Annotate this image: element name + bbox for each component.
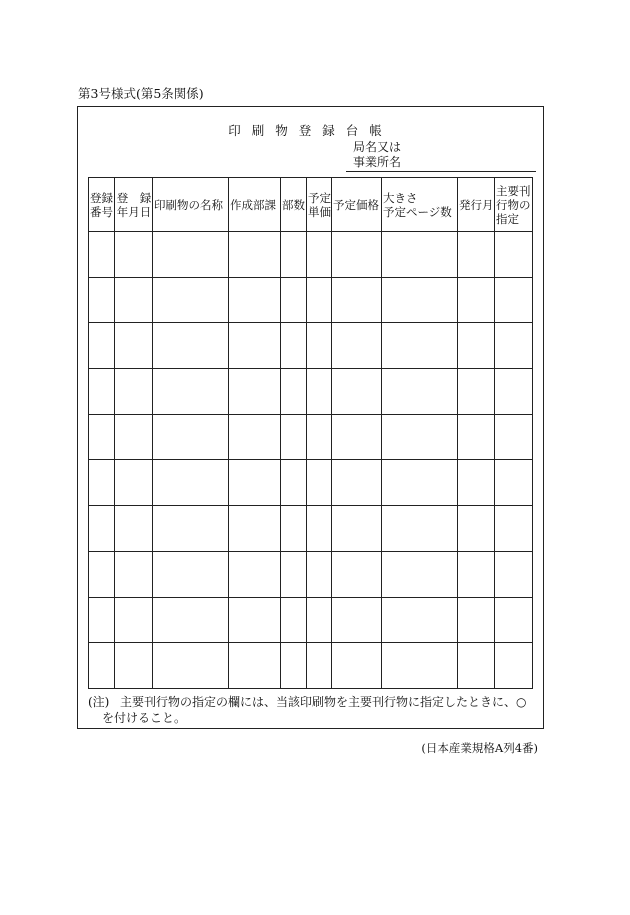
table-cell[interactable] (458, 232, 495, 278)
column-header (458, 178, 495, 232)
column-header-line1: 主要刊 (496, 183, 531, 198)
table-cell[interactable] (89, 414, 115, 460)
office-underline (346, 171, 536, 172)
table-cell[interactable] (281, 232, 307, 278)
office-label-line1: 局名又は (353, 140, 402, 154)
table-cell[interactable] (307, 369, 332, 415)
table-cell[interactable] (382, 597, 458, 643)
footnote-mark: (注) (88, 695, 110, 709)
table-cell[interactable] (153, 414, 229, 460)
column-header (495, 178, 533, 232)
column-header (229, 178, 281, 232)
column-header-line2: 番号 (90, 204, 113, 219)
table-cell[interactable] (153, 277, 229, 323)
table-cell[interactable] (281, 597, 307, 643)
table-cell[interactable] (153, 551, 229, 597)
office-field (353, 140, 401, 170)
table-cell[interactable] (153, 506, 229, 552)
table-cell[interactable] (382, 414, 458, 460)
table-cell[interactable] (229, 597, 281, 643)
table-cell[interactable] (332, 369, 382, 415)
table-cell[interactable] (229, 506, 281, 552)
column-header-line1: 登録 (90, 190, 113, 205)
table-row (89, 551, 533, 597)
table-cell[interactable] (458, 369, 495, 415)
table-cell[interactable] (153, 643, 229, 689)
table-cell[interactable] (307, 506, 332, 552)
table-cell[interactable] (115, 414, 153, 460)
table-cell[interactable] (115, 506, 153, 552)
table-row (89, 369, 533, 415)
table-row (89, 643, 533, 689)
table-cell[interactable] (495, 414, 533, 460)
column-header-line1: 予定価格 (333, 197, 379, 212)
column-header-line1: 大きさ (383, 190, 418, 205)
column-header-line1: 印刷物の名称 (154, 197, 223, 212)
table-row (89, 323, 533, 369)
column-header (89, 178, 115, 232)
table-cell[interactable] (382, 277, 458, 323)
table-cell[interactable] (153, 232, 229, 278)
table-cell[interactable] (89, 506, 115, 552)
table-cell[interactable] (281, 369, 307, 415)
column-header (115, 178, 153, 232)
form-title: 印刷物登録台帳 (228, 123, 393, 138)
table-cell[interactable] (458, 414, 495, 460)
table-cell[interactable] (89, 232, 115, 278)
table-cell[interactable] (115, 232, 153, 278)
table-cell[interactable] (89, 643, 115, 689)
table-cell[interactable] (229, 369, 281, 415)
column-header (307, 178, 332, 232)
table-cell[interactable] (382, 323, 458, 369)
table-cell[interactable] (332, 414, 382, 460)
table-cell[interactable] (332, 323, 382, 369)
table-cell[interactable] (307, 551, 332, 597)
column-header-line2: 行物の (496, 197, 531, 212)
table-cell[interactable] (332, 460, 382, 506)
table-row (89, 597, 533, 643)
table-cell[interactable] (229, 551, 281, 597)
table-cell[interactable] (307, 597, 332, 643)
table-cell[interactable] (495, 506, 533, 552)
table-cell[interactable] (115, 323, 153, 369)
table-cell[interactable] (458, 277, 495, 323)
table-cell[interactable] (307, 323, 332, 369)
table-cell[interactable] (307, 277, 332, 323)
column-header-line1: 発行月 (459, 197, 494, 212)
table-body (89, 232, 533, 689)
column-header (382, 178, 458, 232)
table-cell[interactable] (153, 323, 229, 369)
office-label-line2: 事業所名 (353, 155, 402, 169)
table-cell[interactable] (307, 460, 332, 506)
table-cell[interactable] (89, 551, 115, 597)
table-cell[interactable] (153, 597, 229, 643)
column-header-line3: 指定 (496, 211, 519, 226)
table-cell[interactable] (89, 323, 115, 369)
table-cell[interactable] (89, 597, 115, 643)
column-header (153, 178, 229, 232)
table-cell[interactable] (281, 506, 307, 552)
table-cell[interactable] (153, 460, 229, 506)
table-cell[interactable] (229, 643, 281, 689)
table-row (89, 414, 533, 460)
table-cell[interactable] (332, 506, 382, 552)
table-cell[interactable] (229, 460, 281, 506)
form-label: 第3号様式(第5条関係) (78, 86, 204, 101)
table-cell[interactable] (229, 232, 281, 278)
paper-standard: (日本産業規格A列4番) (421, 741, 538, 755)
table-cell[interactable] (495, 597, 533, 643)
table-cell[interactable] (458, 551, 495, 597)
table-cell[interactable] (458, 506, 495, 552)
table-cell[interactable] (332, 643, 382, 689)
column-header-line1: 予定 (308, 190, 331, 205)
table-cell[interactable] (229, 414, 281, 460)
table-cell[interactable] (281, 323, 307, 369)
table-cell[interactable] (307, 643, 332, 689)
table-cell[interactable] (458, 323, 495, 369)
register-form-frame (77, 106, 544, 729)
table-cell[interactable] (332, 597, 382, 643)
table-cell[interactable] (281, 277, 307, 323)
table-cell[interactable] (89, 369, 115, 415)
table-cell[interactable] (115, 643, 153, 689)
table-row (89, 460, 533, 506)
column-header (281, 178, 307, 232)
table-cell[interactable] (382, 460, 458, 506)
table-cell[interactable] (153, 369, 229, 415)
table-cell[interactable] (307, 232, 332, 278)
column-header-line1: 作成部課 (230, 197, 276, 212)
table-cell[interactable] (495, 460, 533, 506)
header-row (89, 178, 533, 232)
table-cell[interactable] (115, 277, 153, 323)
column-header-line1: 登 録 (116, 190, 152, 205)
table-row (89, 232, 533, 278)
table-cell[interactable] (495, 323, 533, 369)
column-header (332, 178, 382, 232)
table-cell[interactable] (458, 460, 495, 506)
table-cell[interactable] (115, 460, 153, 506)
footnote-line2: を付けること。 (102, 711, 187, 725)
table-cell[interactable] (89, 277, 115, 323)
table-cell[interactable] (115, 597, 153, 643)
table-cell[interactable] (332, 277, 382, 323)
table-cell[interactable] (382, 506, 458, 552)
table-cell[interactable] (281, 551, 307, 597)
footnote (88, 694, 538, 726)
table-cell[interactable] (495, 369, 533, 415)
table-cell[interactable] (495, 277, 533, 323)
table-cell[interactable] (281, 414, 307, 460)
footnote-line1: 主要刊行物の指定の欄には、当該印刷物を主要刊行物に指定したときに、○ (120, 695, 527, 709)
table-cell[interactable] (332, 551, 382, 597)
table-row (89, 506, 533, 552)
register-table (88, 177, 533, 689)
table-cell[interactable] (495, 551, 533, 597)
table-cell[interactable] (382, 643, 458, 689)
table-cell[interactable] (281, 460, 307, 506)
table-cell[interactable] (495, 232, 533, 278)
table-cell[interactable] (229, 277, 281, 323)
column-header-line2: 予定ページ数 (383, 204, 452, 219)
table-cell[interactable] (382, 232, 458, 278)
table-cell[interactable] (281, 643, 307, 689)
table-cell[interactable] (115, 369, 153, 415)
table-cell[interactable] (229, 323, 281, 369)
table-cell[interactable] (115, 551, 153, 597)
table-cell[interactable] (495, 643, 533, 689)
table-cell[interactable] (89, 460, 115, 506)
column-header-line1: 部数 (282, 197, 305, 212)
table-cell[interactable] (332, 232, 382, 278)
table-cell[interactable] (458, 597, 495, 643)
table-cell[interactable] (382, 551, 458, 597)
column-header-line2: 年月日 (116, 204, 152, 219)
table-cell[interactable] (307, 414, 332, 460)
column-header-line2: 単価 (308, 204, 331, 219)
table-cell[interactable] (382, 369, 458, 415)
table-cell[interactable] (458, 643, 495, 689)
table-row (89, 277, 533, 323)
